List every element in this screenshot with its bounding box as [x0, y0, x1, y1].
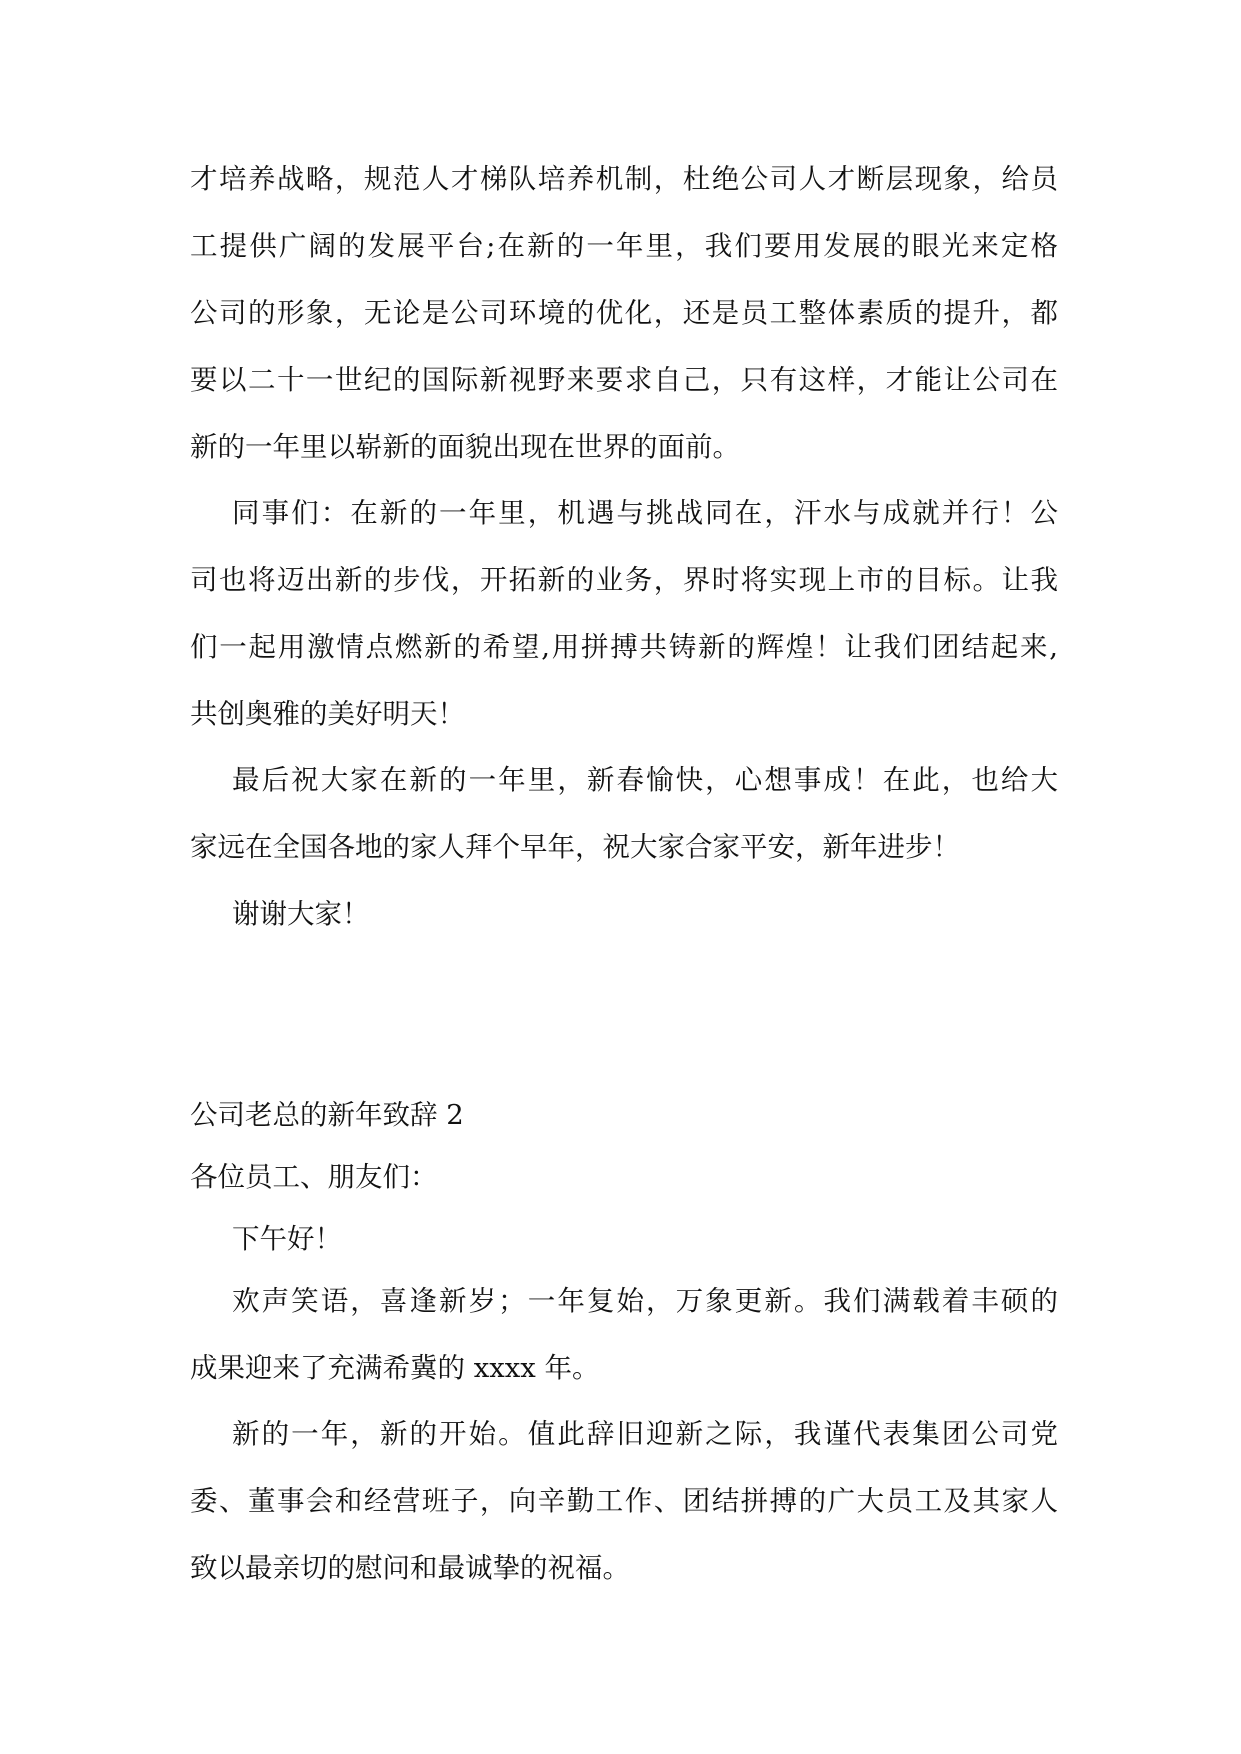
- text-line: 工提供广阔的发展平台;在新的一年里，我们要用发展的眼光来定格: [190, 230, 1058, 262]
- text-line: 各位员工、朋友们：: [190, 1161, 438, 1193]
- text-line: 同事们：在新的一年里，机遇与挑战同在，汗水与成就并行！公: [232, 497, 1058, 529]
- greeting: [190, 1206, 1058, 1273]
- text-line: 下午好！: [232, 1223, 342, 1255]
- text-line: 致以最亲切的慰问和最诚挚的祝福。: [190, 1552, 630, 1584]
- text-line: 司也将迈出新的步伐，开拓新的业务，界时将实现上市的目标。让我: [190, 564, 1058, 596]
- paragraph-new-beginning: [190, 1401, 1058, 1602]
- text-line: 新的一年，新的开始。值此辞旧迎新之际，我谨代表集团公司党: [232, 1418, 1058, 1450]
- text-line: 最后祝大家在新的一年里，新春愉快，心想事成！在此，也给大: [232, 764, 1058, 796]
- paragraph-colleagues: [190, 480, 1058, 748]
- text-line: 共创奥雅的美好明天！: [190, 698, 465, 730]
- text-line: 委、董事会和经营班子，向辛勤工作、团结拼搏的广大员工及其家人: [190, 1485, 1058, 1517]
- text-line: 们一起用激情点燃新的希望,用拼搏共铸新的辉煌！让我们团结起来,: [190, 631, 1058, 663]
- text-line: 公司老总的新年致辞 2: [190, 1099, 464, 1131]
- paragraph-new-year: [190, 1268, 1058, 1402]
- text-line: 新的一年里以崭新的面貌出现在世界的面前。: [190, 431, 740, 463]
- section-title: [190, 1082, 1058, 1149]
- text-line: 要以二十一世纪的国际新视野来要求自己，只有这样，才能让公司在: [190, 364, 1058, 396]
- text-line: 公司的形象，无论是公司环境的优化，还是员工整体素质的提升，都: [190, 297, 1058, 329]
- salutation: [190, 1144, 1058, 1211]
- text-line: 欢声笑语，喜逢新岁；一年复始，万象更新。我们满载着丰硕的: [232, 1285, 1058, 1317]
- text-line: 家远在全国各地的家人拜个早年，祝大家合家平安，新年进步！: [190, 831, 960, 863]
- paragraph-wishes: [190, 747, 1058, 881]
- paragraph-continuation: [190, 146, 1058, 481]
- text-line: 成果迎来了充满希冀的 xxxx 年。: [190, 1352, 600, 1384]
- text-line: 才培养战略，规范人才梯队培养机制，杜绝公司人才断层现象，给员: [190, 163, 1058, 195]
- text-line: 谢谢大家！: [232, 898, 370, 930]
- closing-line: [190, 881, 1058, 948]
